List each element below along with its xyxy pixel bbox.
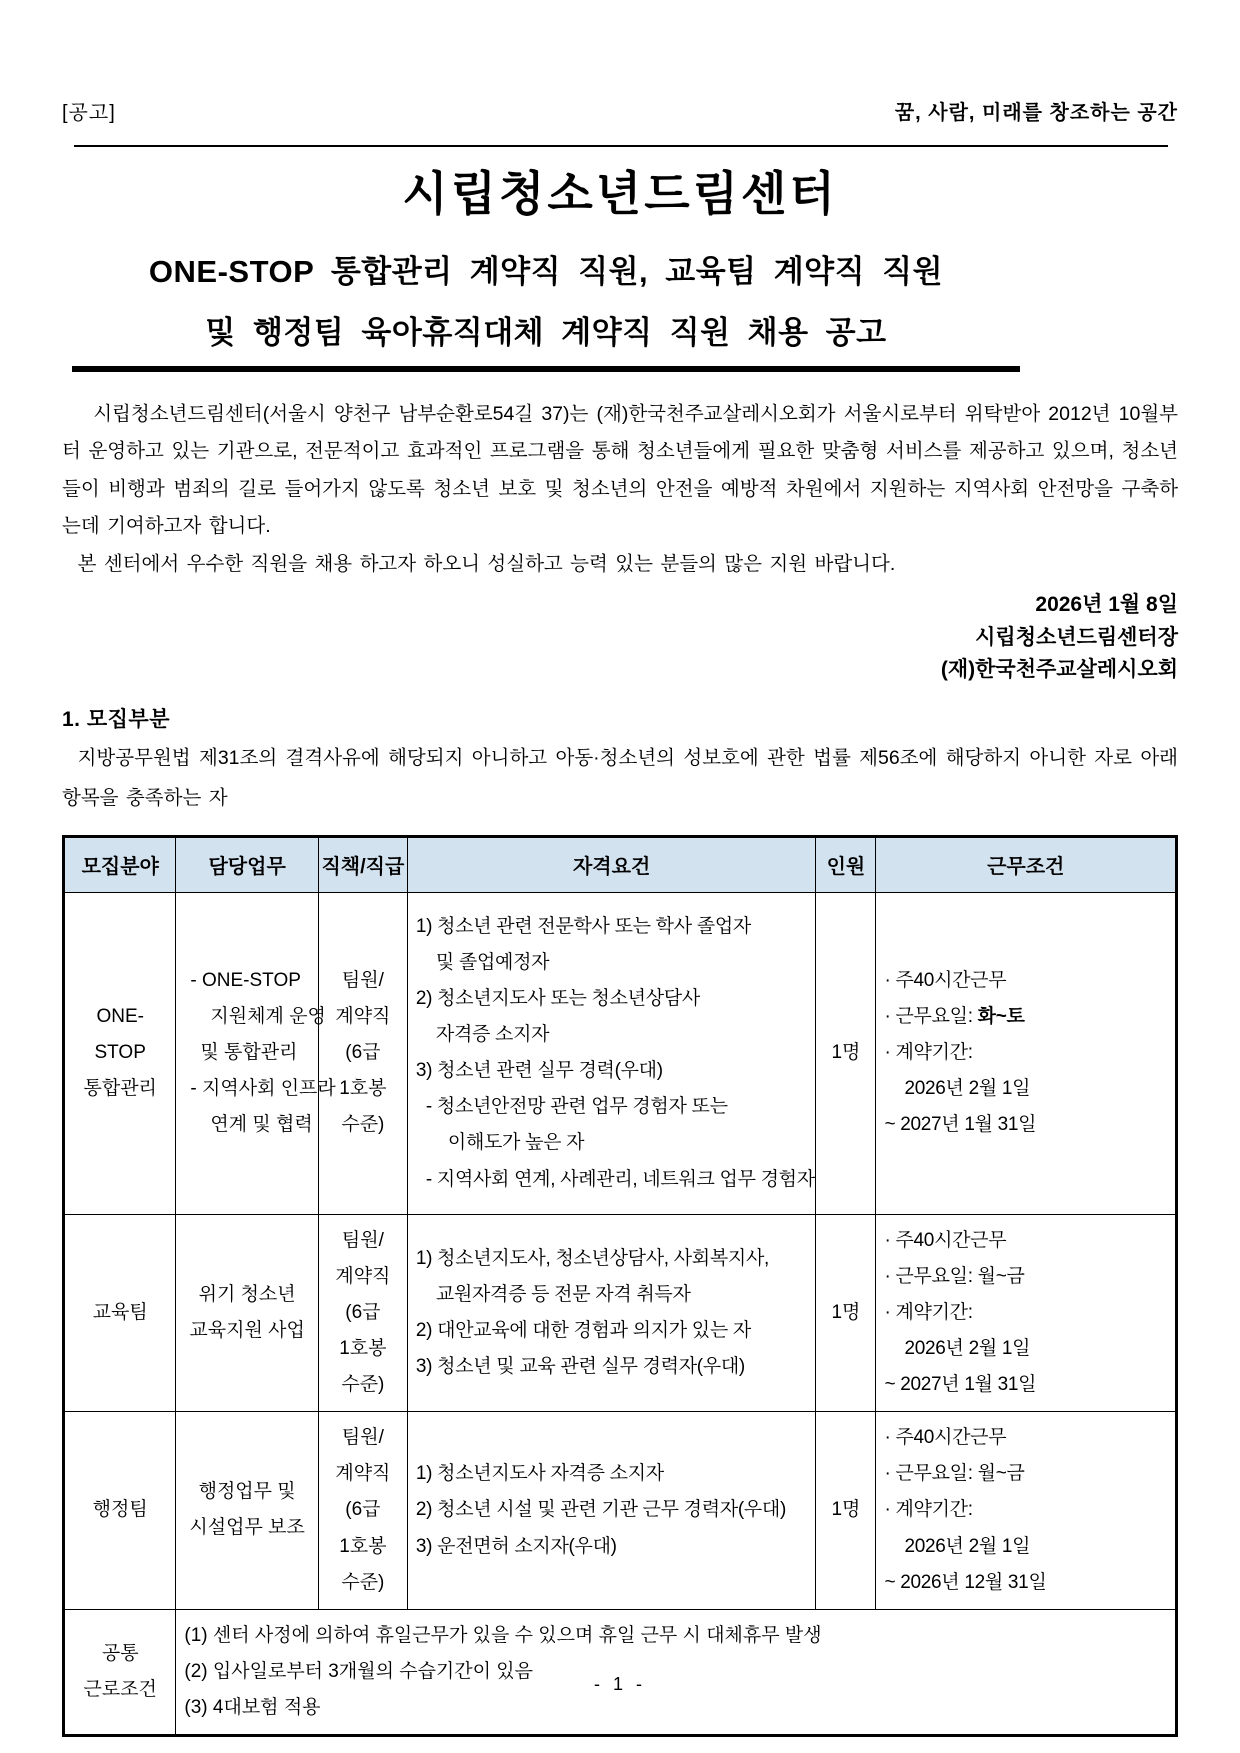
page-number: - 1 -: [593, 1674, 646, 1694]
column-header-qualifications: 자격요건: [407, 836, 815, 892]
column-header-duties: 담당업무: [176, 836, 318, 892]
cell-line: 3) 운전면허 소지자(우대): [415, 1535, 617, 1557]
header-divider: [74, 145, 1168, 147]
cell-line: 2026년 2월 1일: [904, 1338, 1031, 1360]
common-items-cell: [176, 1609, 1177, 1735]
cell-line: ~ 2027년 1월 31일: [884, 1374, 1037, 1396]
cell-line: 시설업무 보조: [189, 1517, 305, 1539]
page-title: 시립청소년드림센터: [402, 167, 838, 220]
cell-line: 교육지원 사업: [189, 1320, 305, 1341]
cell-line: 지원체계 운영: [210, 1006, 326, 1028]
page-footer: [0, 1674, 1240, 1695]
cell-line: 1명: [831, 1042, 861, 1064]
category-cell: [64, 892, 176, 1214]
cell-line: - 지역사회 연계, 사례관리, 네트워크 업무 경험자: [425, 1168, 815, 1190]
qualifications-cell: [407, 1214, 815, 1411]
cell-line: · 근무요일: 화~토: [884, 1006, 1025, 1028]
column-header-position: 직책/직급: [318, 836, 407, 892]
cell-line: 1) 청소년 관련 전문학사 또는 학사 졸업자: [415, 915, 751, 937]
qualifications-cell: [407, 1412, 815, 1609]
cell-line: ONE-STOP: [94, 1006, 146, 1064]
cell-line: 근로조건: [83, 1678, 157, 1700]
cell-line: 1명: [831, 1499, 861, 1521]
cell-line: 2) 대안교육에 대한 경험과 의지가 있는 자: [415, 1320, 751, 1341]
cell-line: 자격증 소지자: [435, 1024, 550, 1046]
cell-line: · 계약기간:: [884, 1301, 973, 1323]
announcement-date: 2026년 1월 8일: [1035, 593, 1178, 617]
conditions-cell: [876, 1214, 1177, 1411]
cell-line: 및 졸업예정자: [435, 951, 550, 973]
cell-line: (1) 센터 사정에 의하여 휴일근무가 있을 수 있으며 휴일 근무 시 대체휴무 발생: [184, 1624, 822, 1646]
cell-line: 통합관리: [83, 1078, 157, 1100]
cell-line: - 지역사회 인프라: [190, 1078, 336, 1100]
cell-line: (6급: [345, 1301, 381, 1323]
cell-line: 1) 청소년지도사, 청소년상담사, 사회복지사,: [415, 1247, 769, 1269]
duties-cell: [176, 1214, 318, 1411]
cell-line: 계약직: [335, 1265, 391, 1287]
cell-line: 연계 및 협력: [210, 1114, 313, 1136]
document-header: [62, 96, 1178, 125]
cell-line: 위기 청소년: [198, 1283, 296, 1305]
table-common-row: [64, 1609, 1177, 1735]
cell-line: - ONE-STOP: [190, 970, 301, 992]
cell-line: · 주40시간근무: [884, 970, 1007, 992]
cell-line: 1명: [831, 1301, 861, 1323]
subtitle-line-2: 및 행정팀 육아휴직대체 계약직 직원 채용 공고: [72, 307, 1020, 372]
cell-line: - 청소년안전망 관련 업무 경험자 또는: [425, 1096, 728, 1118]
qualifications-cell: [407, 892, 815, 1214]
conditions-cell: [876, 1412, 1177, 1609]
cell-line: (6급: [345, 1499, 381, 1521]
cell-line: 수준): [341, 1374, 385, 1396]
column-header-category: 모집분야: [64, 836, 176, 892]
subtitle-line-1: ONE-STOP 통합관리 계약직 직원, 교육팀 계약직 직원: [148, 254, 944, 289]
recruitment-table: [62, 835, 1178, 1737]
cell-line: · 근무요일: 월~금: [884, 1265, 1025, 1287]
cell-line: 1) 청소년지도사 자격증 소지자: [415, 1463, 664, 1485]
cell-line: · 계약기간:: [884, 1042, 973, 1064]
slogan-text: 꿈, 사람, 미래를 창조하는 공간: [894, 102, 1178, 124]
signature-block: [62, 589, 1178, 687]
cell-line: 팀원/: [341, 970, 384, 992]
cell-line: 수준): [341, 1114, 385, 1136]
signer-title: 시립청소년드림센터장: [975, 625, 1178, 649]
cell-line: 및 통합관리: [200, 1042, 298, 1064]
cell-line: 2026년 2월 1일: [904, 1535, 1031, 1557]
cell-line: 계약직: [335, 1463, 391, 1485]
cell-line: 행정업무 및: [198, 1481, 296, 1503]
cell-line: 교원자격증 등 전문 자격 취득자: [435, 1283, 691, 1305]
notice-label: [공고]: [62, 102, 116, 124]
cell-line: ~ 2027년 1월 31일: [884, 1114, 1037, 1136]
count-cell: [816, 1214, 876, 1411]
cell-line: 행정팀: [92, 1499, 148, 1521]
recruitment-table-body: [64, 892, 1177, 1735]
cell-line: 팀원/: [341, 1229, 384, 1251]
cell-line: 1호봉: [339, 1338, 387, 1360]
section-1-heading: 1. 모집부분: [62, 707, 170, 731]
table-row: [64, 1412, 1177, 1609]
table-header-row: [64, 836, 1177, 892]
intro-section: [62, 396, 1178, 583]
intro-paragraph-2: 본 센터에서 우수한 직원을 채용 하고자 하오니 성실하고 능력 있는 분들의 많은 지원 바랍니다.: [77, 552, 896, 575]
cell-line: · 계약기간:: [884, 1499, 973, 1521]
position-cell: [318, 892, 407, 1214]
cell-line: 2) 청소년 시설 및 관련 기관 근무 경력자(우대): [415, 1499, 787, 1521]
cell-line: 이해도가 높은 자: [447, 1132, 585, 1154]
column-header-count: 인원: [816, 836, 876, 892]
cell-line: 1호봉: [339, 1078, 387, 1100]
cell-line: 2026년 2월 1일: [904, 1078, 1031, 1100]
signer-org: (재)한국천주교살레시오회: [940, 658, 1178, 682]
conditions-cell: [876, 892, 1177, 1214]
cell-line: 2) 청소년지도사 또는 청소년상담사: [415, 988, 700, 1010]
cell-line: 교육팀: [92, 1301, 148, 1323]
cell-line: · 주40시간근무: [884, 1427, 1007, 1449]
cell-line: · 근무요일: 월~금: [884, 1463, 1025, 1485]
duties-cell: [176, 892, 336, 1214]
category-cell: [64, 1214, 176, 1411]
cell-line: 공통: [101, 1642, 139, 1664]
duties-cell: [176, 1412, 318, 1609]
cell-line: · 주40시간근무: [884, 1229, 1007, 1251]
subtitle-block: [72, 246, 1020, 372]
intro-paragraph-1: 시립청소년드림센터(서울시 양천구 남부순환로54길 37)는 (재)한국천주교살레시오회가 서울시로부터 위탁받아 2012년 10월부터 운영하고 있는 기관으로, 전문적이고 효과적인 프로그램을 통해 청소년들에게 필요한 맞춤형 서비스를 제공하고 있으며, 청소년들이 비행과 범죄의 길로 들어가지 않도록 청소년 보호 및 청소년의 안전을 예방적 차원에서 지원하는 지역사회 안전망을 구축하는데 기여하고자 합니다.: [62, 403, 1178, 538]
column-header-conditions: 근무조건: [876, 836, 1177, 892]
cell-line: 계약직: [335, 1006, 391, 1028]
table-row: [64, 892, 1177, 1214]
table-row: [64, 1214, 1177, 1411]
category-cell: [64, 1609, 176, 1735]
cell-line: 3) 청소년 및 교육 관련 실무 경력자(우대): [415, 1356, 745, 1378]
position-cell: [318, 1214, 407, 1411]
count-cell: [816, 1412, 876, 1609]
cell-line: (6급: [345, 1042, 381, 1064]
cell-line: 수준): [341, 1571, 385, 1593]
section-1-description: 지방공무원법 제31조의 결격사유에 해당되지 아니하고 아동·청소년의 성보호에 관한 법률 제56조에 해당하지 아니한 자로 아래 항목을 충족하는 자: [62, 746, 1178, 809]
cell-line: 팀원/: [341, 1427, 384, 1449]
cell-line: (3) 4대보험 적용: [184, 1696, 321, 1718]
category-cell: [64, 1412, 176, 1609]
cell-line: (2) 입사일로부터 3개월의 수습기간이 있음: [184, 1660, 533, 1682]
cell-line: 1호봉: [339, 1535, 387, 1557]
cell-line: ~ 2026년 12월 31일: [884, 1571, 1047, 1593]
count-cell: [816, 892, 876, 1214]
cell-line: 3) 청소년 관련 실무 경력(우대): [415, 1060, 663, 1082]
position-cell: [318, 1412, 407, 1609]
